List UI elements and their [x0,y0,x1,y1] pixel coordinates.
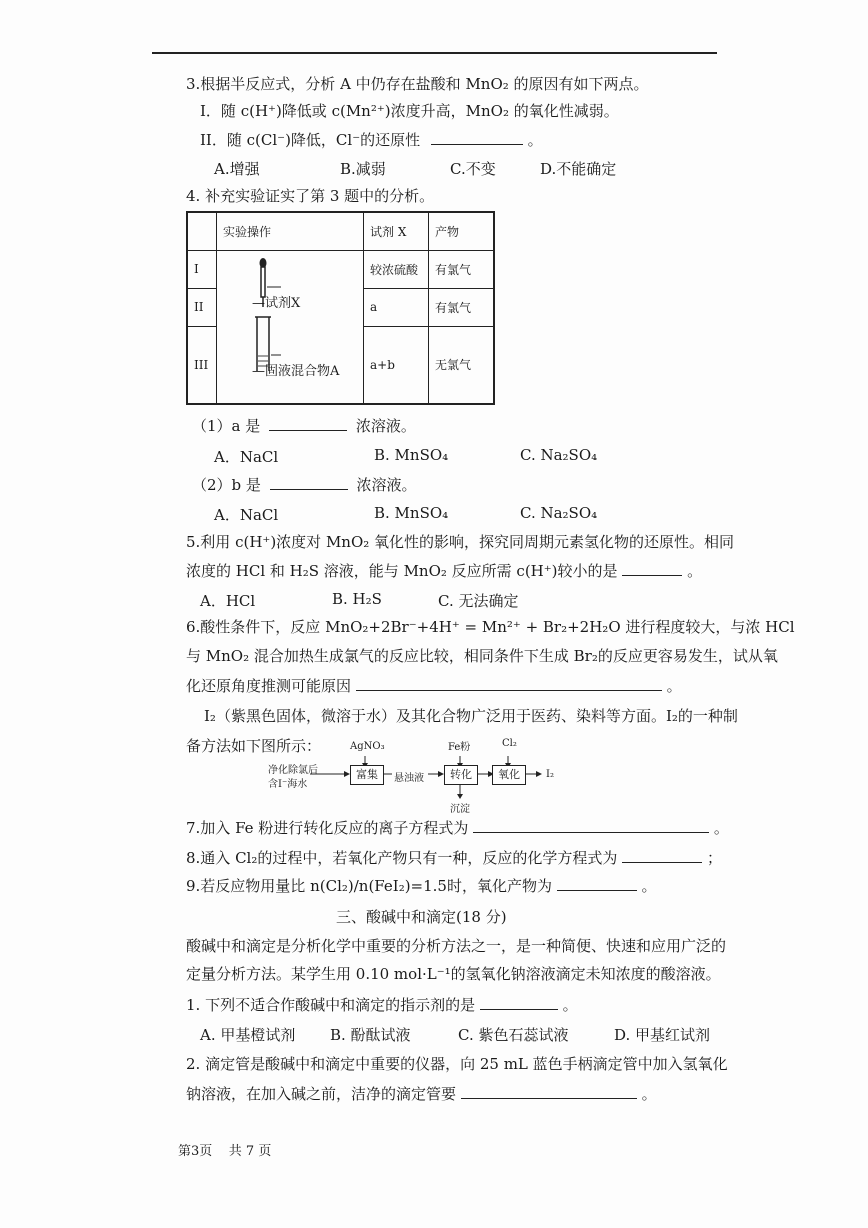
flow-fe: Fe粉 [448,742,471,753]
header-rule [152,52,717,54]
q3-stem: 3.根据半反应式，分析 A 中仍存在盐酸和 MnO₂ 的原因有如下两点。 [186,75,649,93]
q3-point2 [200,130,543,150]
flow-source: 净化除氯后 含I⁻海水 [268,765,318,790]
q4-sub1 [192,416,416,436]
q5-line2-end: 。 [687,562,703,580]
q9 [186,876,657,896]
section3-q1-text: 1. 下列不适合作酸碱中和滴定的指示剂的是 [186,996,476,1014]
q5-option-b[interactable]: B. H₂S [332,590,382,608]
section3-q2-text: 钠溶液，在加入碱之前，洁净的滴定管要 [186,1085,457,1103]
flow-precip: 沉淀 [450,804,470,815]
q4-1-option-b[interactable]: B. MnSO₄ [374,446,449,464]
flow-box-convert: 转化 [444,765,478,785]
q7-answer-blank[interactable] [473,818,709,833]
section3-intro1: 酸碱中和滴定是分析化学中重要的分析方法之一，是一种简便、快速和应用广泛的 [186,937,727,955]
q9-text: 9.若反应物用量比 n(Cl₂)/n(FeI₂)=1.5时，氧化产物为 [186,877,552,895]
q5-option-c[interactable]: C. 无法确定 [438,592,519,610]
q3-point2-end: 。 [527,131,543,149]
q6-answer-blank[interactable] [356,676,662,691]
table-row-id: I [187,250,217,288]
q4-2-option-c[interactable]: C. Na₂SO₄ [520,504,598,522]
q3-answer-blank[interactable] [431,130,523,145]
q8 [186,848,722,868]
section3-q1 [186,995,578,1015]
q4-sub1-prefix: （1）a 是 [192,417,261,435]
section3-q2-line2 [186,1084,657,1104]
q6-line3-end: 。 [666,677,682,695]
q7 [186,818,729,838]
q4-sub2-suffix: 浓溶液。 [356,476,417,494]
q5-option-a[interactable]: A．HCl [200,592,256,610]
page-footer: 第3页 共 7 页 [178,1144,272,1159]
table-product-2: 有氯气 [429,288,495,326]
section3-q2-blank[interactable] [461,1084,637,1099]
q8-answer-blank[interactable] [622,848,702,863]
section3-q2-line1: 2. 滴定管是酸碱中和滴定中重要的仪器，向 25 mL 蓝色手柄滴定管中加入氢氧化 [186,1055,728,1073]
table-reagent-2: a [364,288,429,326]
section3-q2-end: 。 [641,1085,657,1103]
table-product-3: 无氯气 [429,326,495,404]
flow-product: I₂ [546,769,554,780]
section3-q1-blank[interactable] [480,995,558,1010]
q6-line3-text: 化还原角度推测可能原因 [186,677,352,695]
q6-line1: 6.酸性条件下，反应 MnO₂+2Br⁻+4H⁺ = Mn²⁺ + Br₂+2H₂O 进行程度较大，与浓 HCl [186,618,795,636]
table-reagent-3: a+b [364,326,429,404]
flow-cl2: Cl₂ [502,738,517,749]
iodine-intro-line2: 备方法如下图所示： [186,737,322,755]
q5-line2 [186,561,702,581]
flow-agno3: AgNO₃ [350,741,385,752]
flow-box-enrich: 富集 [350,765,384,785]
q4-2-option-a[interactable]: A．NaCl [214,506,279,524]
q4-sub2 [192,475,417,495]
q5-line1: 5.利用 c(H⁺)浓度对 MnO₂ 氧化性的影响，探究同周期元素氢化物的还原性。相同 [186,533,735,551]
q3-option-a[interactable]: A.增强 [214,160,260,178]
q3-option-d[interactable]: D.不能确定 [540,160,617,178]
label-reagent-x: —试剂X [252,296,301,311]
q6-line3 [186,676,682,696]
apparatus-cell [217,250,364,404]
q5-answer-blank[interactable] [622,561,682,576]
table-row-id: II [187,288,217,326]
table-header-product: 产物 [429,212,495,250]
table-product-1: 有氯气 [429,250,495,288]
q7-end: 。 [713,819,729,837]
q8-end: ； [706,849,722,867]
q3-option-b[interactable]: B.减弱 [340,160,386,178]
section3-q1-option-d[interactable]: D. 甲基红试剂 [614,1026,711,1044]
q8-text: 8.通入 Cl₂的过程中，若氧化产物只有一种，反应的化学方程式为 [186,849,618,867]
table-reagent-1: 较浓硫酸 [364,250,429,288]
table-row-id: III [187,326,217,404]
section3-q1-option-c[interactable]: C. 紫色石蕊试液 [458,1026,569,1044]
q4-1-option-c[interactable]: C. Na₂SO₄ [520,446,598,464]
q4-sub2-prefix: （2）b 是 [192,476,261,494]
q4-sub2-blank[interactable] [270,475,348,490]
table-header-reagent: 试剂 X [364,212,429,250]
q4-stem: 4. 补充实验证实了第 3 题中的分析。 [186,187,435,205]
q4-sub1-suffix: 浓溶液。 [355,417,416,435]
q5-line2-text: 浓度的 HCl 和 H₂S 溶液，能与 MnO₂ 反应所需 c(H⁺)较小的是 [186,562,618,580]
q9-end: 。 [641,877,657,895]
flow-box-oxidize: 氧化 [492,765,526,785]
q3-option-c[interactable]: C.不变 [450,160,496,178]
q6-line2: 与 MnO₂ 混合加热生成氯气的反应比较，相同条件下生成 Br₂的反应更容易发生，试从氧 [186,647,778,665]
q7-text: 7.加入 Fe 粉进行转化反应的离子方程式为 [186,819,469,837]
section3-title: 三、酸碱中和滴定(18 分) [336,908,507,926]
q3-point2-text: II．随 c(Cl⁻)降低，Cl⁻的还原性 [200,131,421,149]
iodine-intro-line1: I₂（紫黑色固体，微溶于水）及其化合物广泛用于医药、染料等方面。I₂的一种制 [204,707,738,725]
q3-point1: I．随 c(H⁺)降低或 c(Mn²⁺)浓度升高，MnO₂ 的氧化性减弱。 [200,102,619,120]
section3-q1-end: 。 [562,996,578,1014]
q9-answer-blank[interactable] [557,876,637,891]
section3-intro2: 定量分析方法。某学生用 0.10 mol·L⁻¹的氢氧化钠溶液滴定未知浓度的酸溶液。 [186,965,721,983]
q4-sub1-blank[interactable] [269,416,347,431]
q4-2-option-b[interactable]: B. MnSO₄ [374,504,449,522]
flow-mid: 悬浊液 [394,773,424,784]
label-mixture-a: —固液混合物A [252,364,340,379]
section3-q1-option-b[interactable]: B. 酚酞试液 [330,1026,411,1044]
q4-1-option-a[interactable]: A．NaCl [214,448,279,466]
table-header-operation: 实验操作 [217,212,364,250]
section3-q1-option-a[interactable]: A. 甲基橙试剂 [200,1026,296,1044]
experiment-table [186,211,495,405]
